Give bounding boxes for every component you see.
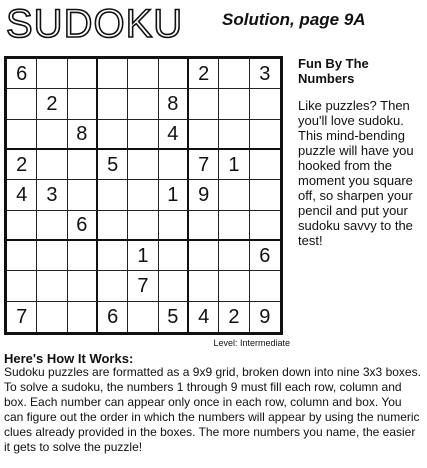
sudoku-cell[interactable] [128, 89, 158, 119]
sudoku-cell[interactable] [7, 211, 37, 241]
sudoku-cell[interactable] [250, 89, 280, 119]
sudoku-cell[interactable] [219, 89, 249, 119]
sudoku-cell[interactable] [128, 302, 158, 332]
sudoku-cell[interactable] [68, 302, 98, 332]
sudoku-cell[interactable] [128, 150, 158, 180]
sudoku-cell[interactable] [98, 89, 128, 119]
sudoku-cell[interactable]: 7 [7, 302, 37, 332]
sudoku-cell[interactable] [37, 241, 67, 271]
sudoku-cell[interactable] [7, 120, 37, 150]
solution-reference: Solution, page 9A [222, 10, 366, 29]
sudoku-cell[interactable] [68, 241, 98, 271]
sudoku-cell[interactable] [37, 59, 67, 89]
sudoku-cell[interactable] [250, 180, 280, 210]
sudoku-cell[interactable] [250, 211, 280, 241]
sudoku-cell[interactable] [219, 271, 249, 301]
sudoku-cell[interactable] [68, 89, 98, 119]
sudoku-cell[interactable]: 8 [68, 120, 98, 150]
sudoku-cell[interactable]: 3 [250, 59, 280, 89]
sudoku-cell[interactable] [68, 59, 98, 89]
sudoku-cell[interactable] [159, 150, 189, 180]
sudoku-cell[interactable]: 3 [37, 180, 67, 210]
sudoku-cell[interactable]: 6 [98, 302, 128, 332]
sudoku-cell[interactable]: 1 [128, 241, 158, 271]
sudoku-cell[interactable]: 2 [7, 150, 37, 180]
sudoku-cell[interactable]: 8 [159, 89, 189, 119]
sudoku-cell[interactable] [219, 211, 249, 241]
sudoku-cell[interactable]: 2 [189, 59, 219, 89]
sudoku-cell[interactable] [7, 241, 37, 271]
sudoku-cell[interactable] [128, 211, 158, 241]
difficulty-level: Level: Intermediate [213, 338, 290, 348]
sudoku-cell[interactable] [37, 271, 67, 301]
sudoku-cell[interactable] [250, 120, 280, 150]
sudoku-cell[interactable] [159, 211, 189, 241]
sudoku-cell[interactable] [250, 150, 280, 180]
sudoku-cell[interactable] [98, 59, 128, 89]
sudoku-cell[interactable] [189, 211, 219, 241]
sudoku-cell[interactable] [68, 150, 98, 180]
sudoku-grid [4, 56, 283, 335]
sudoku-cell[interactable] [37, 211, 67, 241]
sudoku-cell[interactable] [7, 89, 37, 119]
sudoku-cell[interactable]: 2 [219, 302, 249, 332]
sudoku-cell[interactable] [37, 302, 67, 332]
sudoku-cell[interactable] [159, 241, 189, 271]
instructions-body: Sudoku puzzles are formatted as a 9x9 grid, broken down into nine 3x3 boxes. To solve a sudoku, the numbers 1 through 9 must fill each row, column and box. Each number can appear only once in each row, column and box. You can figure out the order in which the numbers will appear by using the numeric clues already provided in the boxes. The more numbers you name, the easier it gets to solve the puzzle! [4, 365, 421, 454]
sudoku-cell[interactable]: 7 [189, 150, 219, 180]
sudoku-cell[interactable] [128, 180, 158, 210]
sudoku-cell[interactable] [219, 241, 249, 271]
sudoku-cell[interactable] [98, 180, 128, 210]
sidebar-body: Like puzzles? Then you'll love sudoku. This mind-bending puzzle will have you hooked from the moment you square off, so sharpen your pencil and put your sudoku savvy to the test! [298, 98, 414, 248]
sudoku-cell[interactable] [159, 271, 189, 301]
sudoku-cell[interactable] [189, 271, 219, 301]
sudoku-cell[interactable]: 6 [250, 241, 280, 271]
sudoku-cell[interactable]: 9 [259, 305, 271, 328]
sudoku-cell[interactable]: 4 [189, 302, 219, 332]
sudoku-cell[interactable] [98, 120, 128, 150]
sudoku-cell[interactable]: 5 [98, 150, 128, 180]
sudoku-cell[interactable] [250, 271, 280, 301]
sudoku-cell[interactable]: 4 [7, 180, 37, 210]
sudoku-cell[interactable] [7, 271, 37, 301]
sudoku-cell[interactable]: 4 [159, 120, 189, 150]
sudoku-cell[interactable]: 5 [159, 302, 189, 332]
sudoku-cell[interactable] [98, 271, 128, 301]
sudoku-cell[interactable]: 9 [189, 180, 219, 210]
sudoku-cell[interactable] [68, 271, 98, 301]
sidebar-title: Fun By The Numbers [298, 56, 369, 86]
sudoku-cell[interactable] [98, 211, 128, 241]
sudoku-cell[interactable] [37, 150, 67, 180]
instructions-title: Here's How It Works: [4, 351, 134, 366]
sudoku-cell[interactable]: 7 [128, 271, 158, 301]
sudoku-cell[interactable]: 1 [219, 150, 249, 180]
puzzle-title: SUDOKU [6, 2, 184, 46]
sudoku-cell[interactable] [189, 241, 219, 271]
sudoku-cell[interactable] [98, 241, 128, 271]
sudoku-cell[interactable] [189, 89, 219, 119]
sudoku-cell[interactable] [37, 120, 67, 150]
sudoku-cell[interactable]: 6 [7, 59, 37, 89]
sudoku-cell[interactable] [189, 120, 219, 150]
sudoku-cell[interactable] [219, 180, 249, 210]
sudoku-cell[interactable]: 2 [37, 89, 67, 119]
sudoku-cell[interactable]: 1 [159, 180, 189, 210]
sudoku-cell[interactable] [219, 59, 249, 89]
sudoku-cell[interactable] [128, 59, 158, 89]
sudoku-cell[interactable]: 6 [68, 211, 98, 241]
sudoku-cell[interactable] [159, 59, 189, 89]
sudoku-cell[interactable] [219, 120, 249, 150]
sudoku-cell[interactable] [68, 180, 98, 210]
sudoku-cell[interactable] [128, 120, 158, 150]
